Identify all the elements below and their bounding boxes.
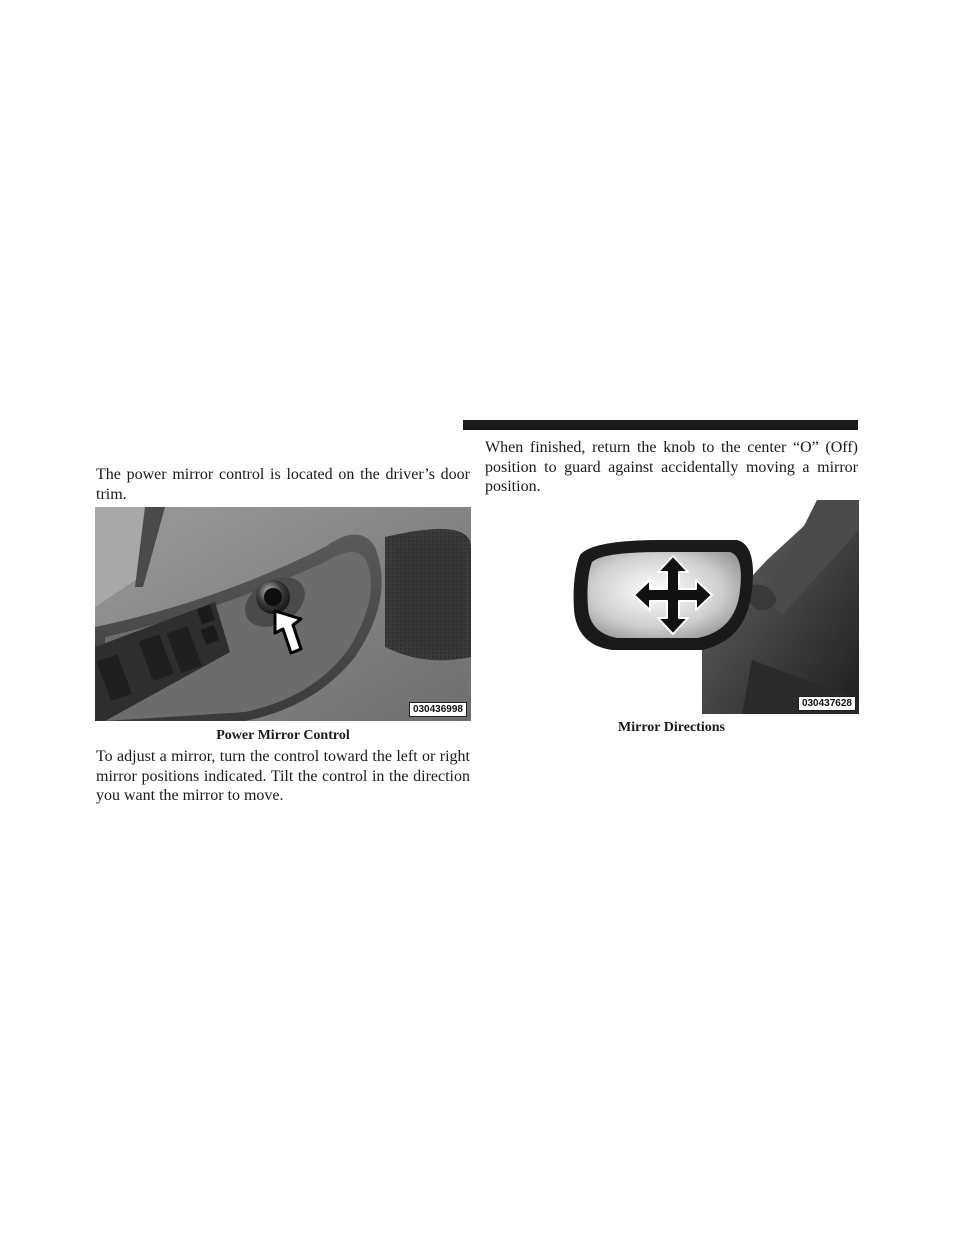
power-mirror-control-figure xyxy=(95,507,471,721)
mirror-illustration xyxy=(552,500,859,714)
figure-caption: Mirror Directions xyxy=(618,720,725,735)
mirror-directions-figure xyxy=(552,500,859,714)
door-trim-illustration xyxy=(95,507,471,721)
figure-id-label: 030437628 xyxy=(798,696,856,711)
instructions-paragraph: To adjust a mirror, turn the control toward the left or right mirror positions indicated. Tilt the control in the direction you want the mirror to move. xyxy=(96,748,470,804)
section-rule xyxy=(463,420,858,430)
figure-id-label: 030436998 xyxy=(409,702,467,717)
figure-caption: Power Mirror Control xyxy=(216,728,350,743)
intro-paragraph: The power mirror control is located on the driver’s door trim. xyxy=(96,466,470,503)
finish-paragraph: When finished, return the knob to the center “O” (Off) position to guard against accidentally moving a mirror position. xyxy=(485,439,858,495)
